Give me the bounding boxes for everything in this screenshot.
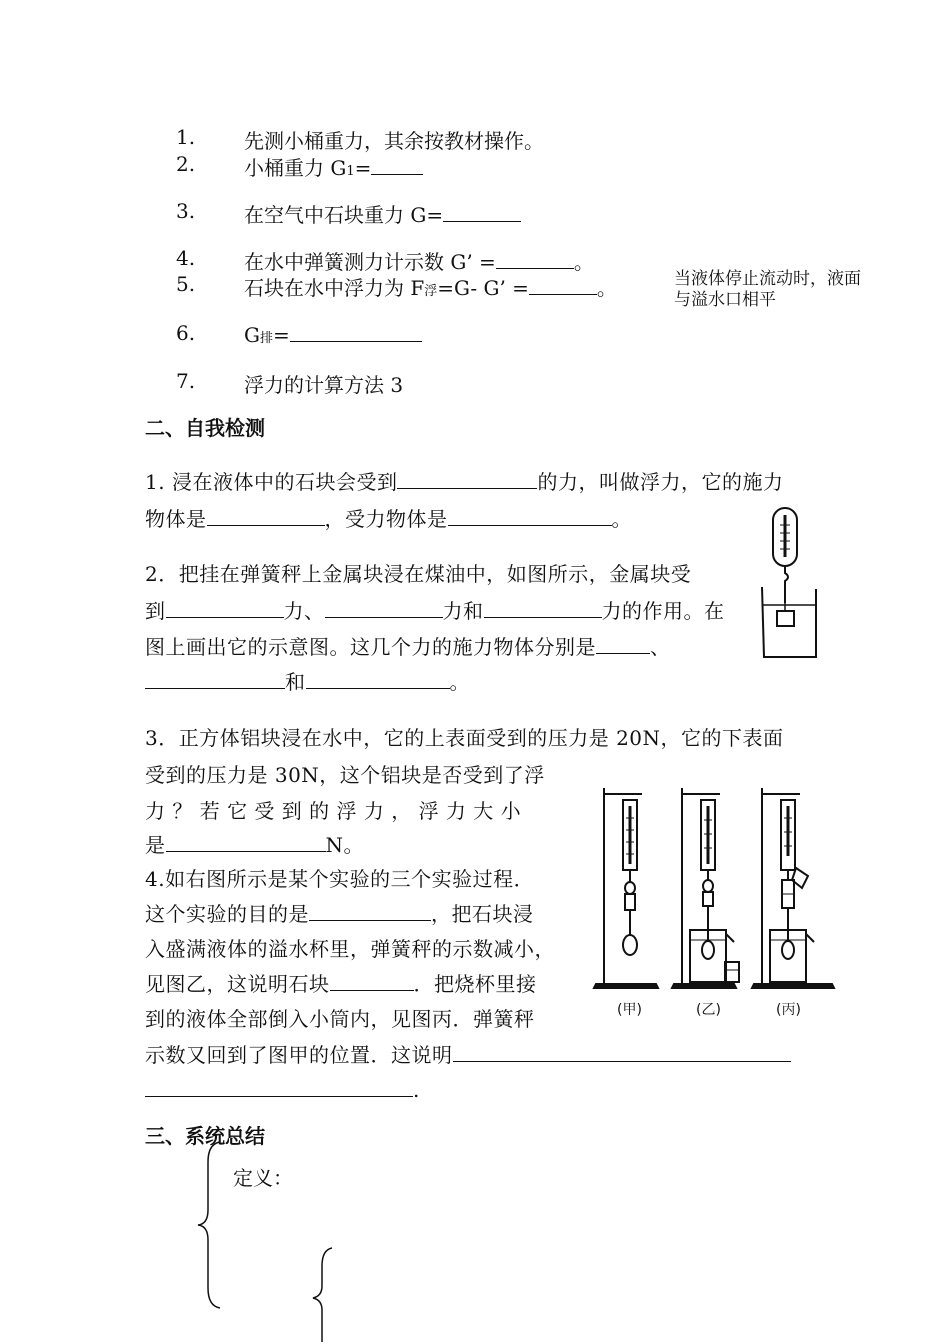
- answer-blank[interactable]: [290, 321, 422, 342]
- answer-blank[interactable]: [453, 1041, 791, 1062]
- definition-label: 定义：: [233, 1166, 293, 1190]
- figure-label-yi: (乙): [696, 1002, 721, 1018]
- answer-blank[interactable]: [596, 633, 650, 654]
- answer-blank[interactable]: [166, 597, 284, 618]
- step-number: 2.: [176, 152, 196, 176]
- step-number: 7.: [176, 369, 196, 393]
- experiment-figure: [592, 780, 838, 1028]
- question-4-line: .: [145, 1076, 420, 1102]
- question-1-line: 物体是 ，受力物体是 。: [145, 507, 632, 531]
- step-number: 6.: [176, 321, 196, 345]
- answer-blank[interactable]: [443, 201, 521, 222]
- step-text: G排=: [244, 321, 422, 347]
- question-1-line: 1. 浸在液体中的石块会受到 的力，叫做浮力，它的施力: [145, 470, 784, 494]
- left-brace-icon: [196, 1140, 226, 1310]
- answer-blank[interactable]: [145, 1076, 413, 1097]
- stand-bing: [752, 788, 834, 988]
- question-4-line: 到的液体全部倒入小筒内，见图丙．弹簧秤: [145, 1007, 535, 1031]
- stand-yi: [672, 788, 739, 988]
- question-4-line: 入盛满液体的溢水杯里，弹簧秤的示数减小，: [145, 937, 555, 961]
- section-heading: 二、自我检测: [145, 416, 265, 440]
- step-number: 5.: [176, 272, 196, 296]
- step-text: 在空气中石块重力 G=: [244, 199, 521, 228]
- question-3-line: 是 N。: [145, 833, 364, 857]
- step-text: 石块在水中浮力为 F浮=G- G’ = 。: [244, 276, 617, 300]
- step-number: 3.: [176, 199, 196, 223]
- side-note: 当液体停止流动时，液面 与溢水口相平: [674, 269, 861, 310]
- answer-blank[interactable]: [529, 274, 597, 295]
- step-number: 1.: [176, 125, 196, 149]
- step-text: 在水中弹簧测力计示数 G’ = 。: [244, 250, 594, 274]
- answer-blank[interactable]: [496, 248, 574, 269]
- answer-blank[interactable]: [306, 668, 450, 689]
- question-2-line: 图上画出它的示意图。这几个力的施力物体分别是 、: [145, 635, 671, 659]
- question-2-line: 和 。: [145, 666, 470, 695]
- answer-blank[interactable]: [484, 597, 602, 618]
- inner-brace-icon: [310, 1246, 336, 1344]
- question-4-line: 4.如右图所示是某个实验的三个实验过程．: [145, 867, 535, 891]
- question-3-line: 力 ？ 若 它 受 到 的 浮 力 ， 浮 力 大 小: [145, 799, 522, 823]
- question-4-line: 见图乙，这说明石块 ．把烧杯里接: [145, 972, 537, 996]
- question-2-line: 2．把挂在弹簧秤上金属块浸在煤油中，如图所示，金属块受: [145, 562, 692, 586]
- figure-label-bing: (丙): [776, 1002, 801, 1018]
- question-3-line: 受到的压力是 30N，这个铝块是否受到了浮: [145, 763, 545, 787]
- answer-blank[interactable]: [397, 468, 537, 489]
- answer-blank[interactable]: [145, 668, 285, 689]
- question-2-line: 到 力、 力和 力的作用。在: [145, 599, 725, 623]
- step-text: 小桶重力 G1=: [244, 152, 423, 181]
- question-4-line: 这个实验的目的是 ，把石块浸: [145, 902, 534, 926]
- spring-balance-beaker-figure: [758, 505, 820, 661]
- step-text: 先测小桶重力，其余按教材操作。: [244, 129, 544, 153]
- figure-label-jia: (甲): [617, 1002, 642, 1018]
- answer-blank[interactable]: [325, 597, 443, 618]
- step-text: 浮力的计算方法 3: [244, 373, 404, 397]
- step-number: 4.: [176, 246, 196, 270]
- question-4-line: 示数又回到了图甲的位置．这说明: [145, 1039, 791, 1068]
- question-3-line: 3．正方体铝块浸在水中，它的上表面受到的压力是 20N，它的下表面: [145, 726, 784, 750]
- section-heading: 三、系统总结: [145, 1124, 265, 1148]
- stand-jia: [594, 788, 658, 988]
- answer-blank[interactable]: [330, 970, 414, 991]
- answer-blank[interactable]: [371, 154, 423, 175]
- answer-blank[interactable]: [309, 900, 431, 921]
- answer-blank[interactable]: [166, 831, 326, 852]
- answer-blank[interactable]: [448, 505, 612, 526]
- answer-blank[interactable]: [207, 505, 325, 526]
